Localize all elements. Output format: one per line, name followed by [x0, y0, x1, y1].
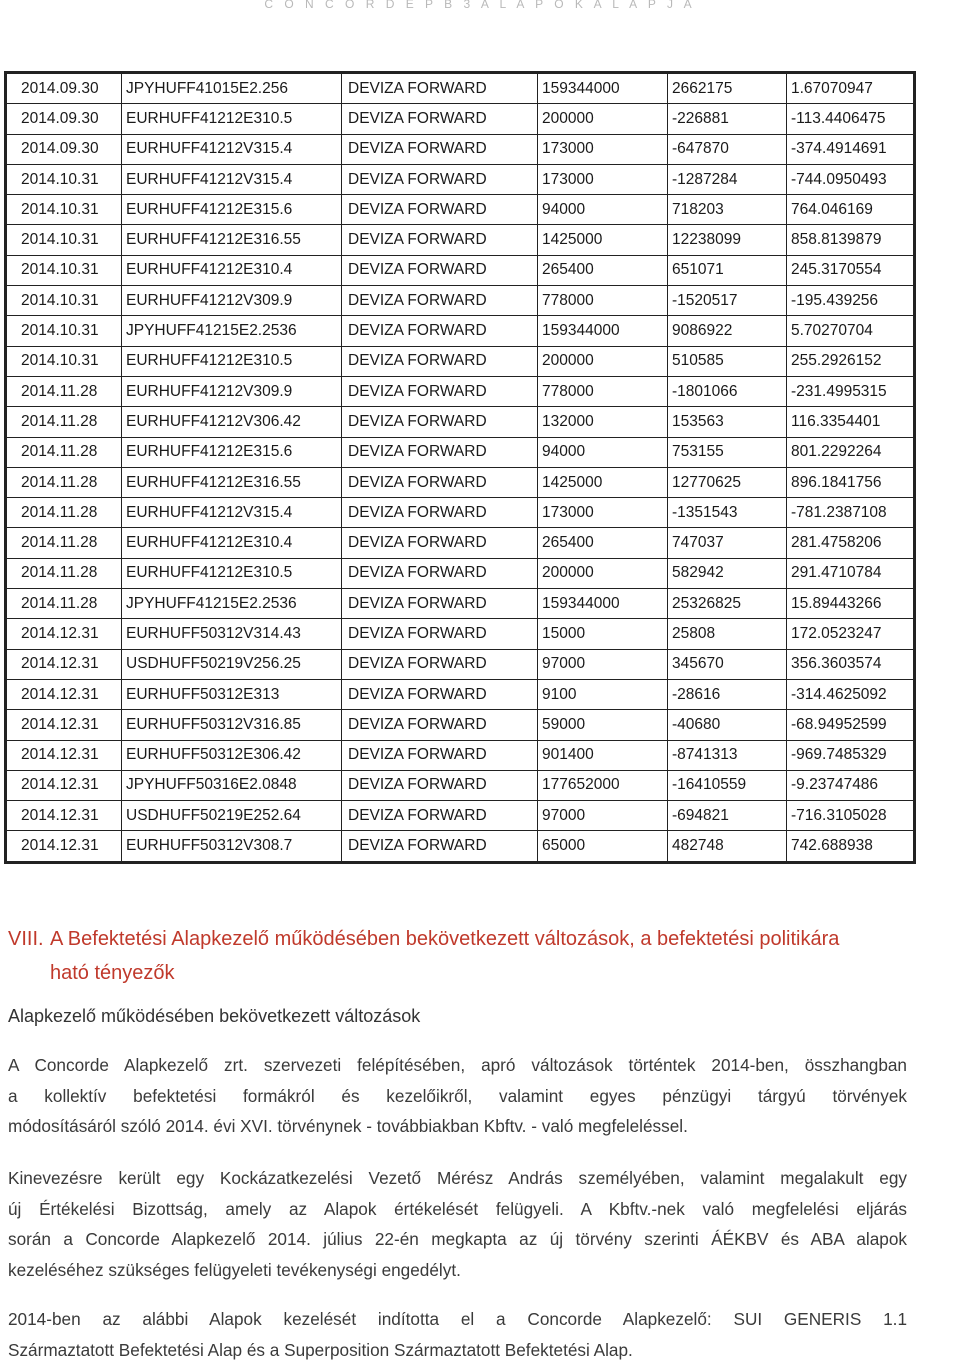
table-row: [6, 740, 915, 770]
date-cell: 2014.11.28: [6, 437, 122, 467]
date-cell: 2014.09.30: [6, 134, 122, 164]
date-cell: 2014.12.31: [6, 770, 122, 800]
type-cell: DEVIZA FORWARD: [342, 649, 538, 679]
date-cell: 2014.10.31: [6, 316, 122, 346]
date-cell: 2014.10.31: [6, 255, 122, 285]
rate-cell: 281.4758206: [787, 528, 915, 558]
nominal-cell: 9100: [538, 679, 668, 709]
value-cell: -40680: [668, 710, 787, 740]
rate-cell: -9.23747486: [787, 770, 915, 800]
paragraph-line: Kinevezésre került egy Kockázatkezelési Vezető Mérész András személyében, valamint megalakult egy: [8, 1168, 907, 1188]
type-cell: DEVIZA FORWARD: [342, 498, 538, 528]
nominal-cell: 94000: [538, 437, 668, 467]
instrument-cell: EURHUFF41212E310.5: [122, 104, 342, 134]
value-cell: 510585: [668, 346, 787, 376]
value-cell: 12238099: [668, 225, 787, 255]
section-heading: [8, 922, 908, 990]
instrument-cell: EURHUFF50312V308.7: [122, 831, 342, 862]
rate-cell: 245.3170554: [787, 255, 915, 285]
type-cell: DEVIZA FORWARD: [342, 679, 538, 709]
subheading: Alapkezelő működésében bekövetkezett változások: [8, 1006, 421, 1026]
type-cell: DEVIZA FORWARD: [342, 286, 538, 316]
rate-cell: -68.94952599: [787, 710, 915, 740]
table-row: [6, 195, 915, 225]
type-cell: DEVIZA FORWARD: [342, 316, 538, 346]
paragraph-line: a kollektív befektetési formákról és kezelőikről, valamint egyes pénzügyi tárgyú törvények: [8, 1085, 907, 1106]
value-cell: 651071: [668, 255, 787, 285]
table-row: [6, 286, 915, 316]
value-cell: -28616: [668, 679, 787, 709]
table-row: [6, 467, 915, 497]
nominal-cell: 200000: [538, 558, 668, 588]
nominal-cell: 265400: [538, 255, 668, 285]
instrument-cell: JPYHUFF50316E2.0848: [122, 770, 342, 800]
type-cell: DEVIZA FORWARD: [342, 134, 538, 164]
table-row: [6, 104, 915, 134]
type-cell: DEVIZA FORWARD: [342, 255, 538, 285]
table-row: [6, 437, 915, 467]
instrument-cell: EURHUFF41212E310.4: [122, 528, 342, 558]
instrument-cell: EURHUFF50312E306.42: [122, 740, 342, 770]
nominal-cell: 901400: [538, 740, 668, 770]
rate-cell: -781.2387108: [787, 498, 915, 528]
value-cell: -647870: [668, 134, 787, 164]
paragraph-1: [8, 1050, 907, 1142]
instrument-cell: JPYHUFF41215E2.2536: [122, 589, 342, 619]
nominal-cell: 177652000: [538, 770, 668, 800]
instrument-cell: EURHUFF41212E315.6: [122, 437, 342, 467]
value-cell: -1520517: [668, 286, 787, 316]
value-cell: 582942: [668, 558, 787, 588]
paragraph-line: új Értékelési Bizottság, amely az Alapok értékelését felügyeli. A Kbftv.-nek való megfelelési eljárás: [8, 1198, 907, 1219]
date-cell: 2014.12.31: [6, 649, 122, 679]
table-row: [6, 376, 915, 406]
instrument-cell: EURHUFF41212E310.5: [122, 346, 342, 376]
date-cell: 2014.09.30: [6, 104, 122, 134]
type-cell: DEVIZA FORWARD: [342, 346, 538, 376]
transactions-table-body: [6, 73, 915, 863]
value-cell: 482748: [668, 831, 787, 862]
rate-cell: 172.0523247: [787, 619, 915, 649]
paragraph-2: [8, 1163, 907, 1285]
running-header: C O N C O R D E P B 3 A L A P O K A L A P J A: [264, 0, 696, 11]
type-cell: DEVIZA FORWARD: [342, 740, 538, 770]
date-cell: 2014.10.31: [6, 346, 122, 376]
date-cell: 2014.09.30: [6, 73, 122, 104]
table-row: [6, 649, 915, 679]
instrument-cell: USDHUFF50219E252.64: [122, 801, 342, 831]
instrument-cell: EURHUFF41212E310.4: [122, 255, 342, 285]
nominal-cell: 200000: [538, 104, 668, 134]
nominal-cell: 159344000: [538, 589, 668, 619]
nominal-cell: 1425000: [538, 225, 668, 255]
type-cell: DEVIZA FORWARD: [342, 528, 538, 558]
instrument-cell: USDHUFF50219V256.25: [122, 649, 342, 679]
type-cell: DEVIZA FORWARD: [342, 770, 538, 800]
instrument-cell: EURHUFF50312V314.43: [122, 619, 342, 649]
nominal-cell: 173000: [538, 134, 668, 164]
section-number: VIII.: [8, 928, 44, 950]
date-cell: 2014.12.31: [6, 831, 122, 862]
table-row: [6, 73, 915, 104]
date-cell: 2014.12.31: [6, 801, 122, 831]
value-cell: -8741313: [668, 740, 787, 770]
rate-cell: 858.8139879: [787, 225, 915, 255]
instrument-cell: JPYHUFF41215E2.2536: [122, 316, 342, 346]
instrument-cell: EURHUFF50312E313: [122, 679, 342, 709]
section-title-line-2: ható tényezők: [50, 962, 175, 984]
paragraph-line: A Concorde Alapkezelő zrt. szervezeti felépítésében, apró változások történtek 2014-ben, összhangban: [8, 1055, 907, 1075]
date-cell: 2014.12.31: [6, 710, 122, 740]
rate-cell: -314.4625092: [787, 679, 915, 709]
section-title-line-1: A Befektetési Alapkezelő működésében bekövetkezett változások, a befektetési politikára: [50, 928, 840, 950]
paragraph-line: során a Concorde Alapkezelő 2014. július 22-én megkapta az új törvény szerinti ÁÉKBV és ABA alapok: [8, 1229, 907, 1249]
paragraph-line: módosításáról szóló 2014. évi XVI. törvénynek - továbbiakban Kbftv. - való megfeleléssel.: [8, 1116, 688, 1136]
nominal-cell: 94000: [538, 195, 668, 225]
type-cell: DEVIZA FORWARD: [342, 710, 538, 740]
value-cell: 153563: [668, 407, 787, 437]
date-cell: 2014.12.31: [6, 740, 122, 770]
value-cell: 747037: [668, 528, 787, 558]
rate-cell: 1.67070947: [787, 73, 915, 104]
date-cell: 2014.11.28: [6, 528, 122, 558]
value-cell: -226881: [668, 104, 787, 134]
rate-cell: -744.0950493: [787, 164, 915, 194]
rate-cell: -716.3105028: [787, 801, 915, 831]
instrument-cell: EURHUFF41212V315.4: [122, 498, 342, 528]
rate-cell: -231.4995315: [787, 376, 915, 406]
instrument-cell: EURHUFF41212E316.55: [122, 225, 342, 255]
table-row: [6, 528, 915, 558]
date-cell: 2014.11.28: [6, 498, 122, 528]
instrument-cell: EURHUFF41212V315.4: [122, 164, 342, 194]
table-row: [6, 164, 915, 194]
type-cell: DEVIZA FORWARD: [342, 407, 538, 437]
table-row: [6, 407, 915, 437]
type-cell: DEVIZA FORWARD: [342, 831, 538, 862]
date-cell: 2014.11.28: [6, 589, 122, 619]
type-cell: DEVIZA FORWARD: [342, 376, 538, 406]
value-cell: 25808: [668, 619, 787, 649]
table-row: [6, 710, 915, 740]
date-cell: 2014.10.31: [6, 225, 122, 255]
date-cell: 2014.11.28: [6, 467, 122, 497]
transactions-table: [4, 71, 916, 864]
type-cell: DEVIZA FORWARD: [342, 589, 538, 619]
instrument-cell: EURHUFF41212V309.9: [122, 286, 342, 316]
date-cell: 2014.12.31: [6, 679, 122, 709]
nominal-cell: 65000: [538, 831, 668, 862]
type-cell: DEVIZA FORWARD: [342, 467, 538, 497]
nominal-cell: 15000: [538, 619, 668, 649]
type-cell: DEVIZA FORWARD: [342, 619, 538, 649]
paragraph-line: Származtatott Befektetési Alap és a Superposition Származtatott Befektetési Alap.: [8, 1339, 633, 1360]
instrument-cell: EURHUFF41212E310.5: [122, 558, 342, 588]
value-cell: 718203: [668, 195, 787, 225]
nominal-cell: 173000: [538, 498, 668, 528]
value-cell: -1801066: [668, 376, 787, 406]
rate-cell: 255.2926152: [787, 346, 915, 376]
instrument-cell: EURHUFF41212V315.4: [122, 134, 342, 164]
type-cell: DEVIZA FORWARD: [342, 801, 538, 831]
date-cell: 2014.10.31: [6, 195, 122, 225]
paragraph-line: 2014-ben az alábbi Alapok kezelését indította el a Concorde Alapkezelő: SUI GENERIS 1.1: [8, 1309, 907, 1329]
nominal-cell: 778000: [538, 286, 668, 316]
date-cell: 2014.10.31: [6, 286, 122, 316]
instrument-cell: EURHUFF41212E315.6: [122, 195, 342, 225]
value-cell: 12770625: [668, 467, 787, 497]
table-row: [6, 619, 915, 649]
type-cell: DEVIZA FORWARD: [342, 195, 538, 225]
table-row: [6, 831, 915, 862]
value-cell: -16410559: [668, 770, 787, 800]
value-cell: -1287284: [668, 164, 787, 194]
type-cell: DEVIZA FORWARD: [342, 164, 538, 194]
date-cell: 2014.11.28: [6, 376, 122, 406]
nominal-cell: 59000: [538, 710, 668, 740]
date-cell: 2014.11.28: [6, 407, 122, 437]
date-cell: 2014.10.31: [6, 164, 122, 194]
table-row: [6, 316, 915, 346]
table-row: [6, 134, 915, 164]
value-cell: 25326825: [668, 589, 787, 619]
type-cell: DEVIZA FORWARD: [342, 104, 538, 134]
value-cell: 9086922: [668, 316, 787, 346]
value-cell: 753155: [668, 437, 787, 467]
rate-cell: -113.4406475: [787, 104, 915, 134]
rate-cell: 764.046169: [787, 195, 915, 225]
value-cell: 345670: [668, 649, 787, 679]
rate-cell: -969.7485329: [787, 740, 915, 770]
table-row: [6, 589, 915, 619]
rate-cell: 801.2292264: [787, 437, 915, 467]
rate-cell: 742.688938: [787, 831, 915, 862]
type-cell: DEVIZA FORWARD: [342, 225, 538, 255]
nominal-cell: 159344000: [538, 316, 668, 346]
table-row: [6, 558, 915, 588]
value-cell: 2662175: [668, 73, 787, 104]
date-cell: 2014.11.28: [6, 558, 122, 588]
instrument-cell: EURHUFF41212V306.42: [122, 407, 342, 437]
nominal-cell: 159344000: [538, 73, 668, 104]
table-row: [6, 346, 915, 376]
nominal-cell: 97000: [538, 649, 668, 679]
nominal-cell: 778000: [538, 376, 668, 406]
table-row: [6, 770, 915, 800]
paragraph-line: kezeléséhez szükséges felügyeleti tevékenységi engedélyt.: [8, 1259, 461, 1280]
type-cell: DEVIZA FORWARD: [342, 73, 538, 104]
instrument-cell: EURHUFF41212V309.9: [122, 376, 342, 406]
instrument-cell: EURHUFF50312V316.85: [122, 710, 342, 740]
type-cell: DEVIZA FORWARD: [342, 437, 538, 467]
rate-cell: 116.3354401: [787, 407, 915, 437]
rate-cell: 896.1841756: [787, 467, 915, 497]
date-cell: 2014.12.31: [6, 619, 122, 649]
rate-cell: -374.4914691: [787, 134, 915, 164]
table-row: [6, 255, 915, 285]
nominal-cell: 1425000: [538, 467, 668, 497]
instrument-cell: EURHUFF41212E316.55: [122, 467, 342, 497]
type-cell: DEVIZA FORWARD: [342, 558, 538, 588]
nominal-cell: 132000: [538, 407, 668, 437]
rate-cell: 5.70270704: [787, 316, 915, 346]
paragraph-3: [8, 1304, 907, 1365]
instrument-cell: JPYHUFF41015E2.256: [122, 73, 342, 104]
table-row: [6, 498, 915, 528]
nominal-cell: 200000: [538, 346, 668, 376]
nominal-cell: 173000: [538, 164, 668, 194]
nominal-cell: 265400: [538, 528, 668, 558]
nominal-cell: 97000: [538, 801, 668, 831]
table-row: [6, 679, 915, 709]
rate-cell: 356.3603574: [787, 649, 915, 679]
rate-cell: -195.439256: [787, 286, 915, 316]
table-row: [6, 225, 915, 255]
rate-cell: 291.4710784: [787, 558, 915, 588]
table-row: [6, 801, 915, 831]
value-cell: -1351543: [668, 498, 787, 528]
rate-cell: 15.89443266: [787, 589, 915, 619]
value-cell: -694821: [668, 801, 787, 831]
